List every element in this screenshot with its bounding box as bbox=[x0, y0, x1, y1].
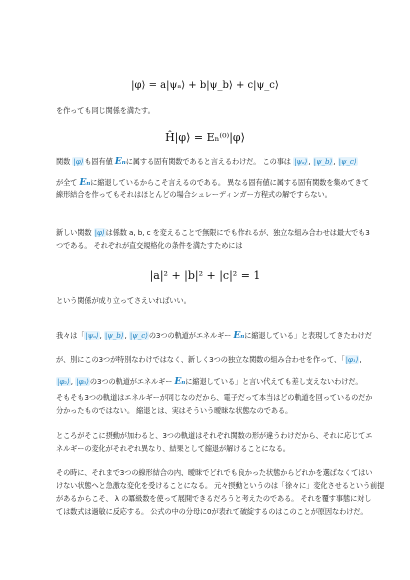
text-line: 分かったものではない。 縮退とは、実はそういう曖昧な状態なのである。 bbox=[56, 406, 293, 415]
text-line: という関係が成り立ってさえいればいい。 bbox=[56, 296, 191, 305]
psi-b-symbol: |ψ_b⟩ bbox=[313, 157, 333, 166]
phi1-symbol: |φ₁⟩ bbox=[345, 355, 359, 364]
superposition-equation: |φ⟩ = a|ψₐ⟩ + b|ψ_b⟩ + c|ψ_c⟩ bbox=[131, 80, 279, 91]
phi-symbol: |φ⟩ bbox=[94, 228, 105, 237]
energy-symbol: Eₙ bbox=[114, 157, 126, 167]
text-line: が全て Eₙに縮退しているからこそ言えるのである。 異なる固有値に属する固有関数を集めてきて bbox=[56, 178, 369, 188]
psi-b-symbol: |ψ_b⟩ bbox=[104, 331, 124, 340]
text-line: が、別にこの3つが特別なわけではなく、新しく3つの独立な関数の組み合わせを作って、「|φ₁⟩, bbox=[56, 355, 362, 364]
phi-symbol: |φ⟩ bbox=[73, 157, 84, 166]
text-line: そもそも3つの軌道はエネルギーが同じなのだから、電子だって本当はどの軌道を回っているのだか bbox=[56, 393, 373, 402]
text-line: |φ₂⟩, |φ₃⟩の3つの軌道がエネルギー Eₙに縮退している」と言い代えても差し支えないわけだ。 bbox=[57, 377, 363, 387]
text-line: ところがそこに摂動が加わると、3つの軌道はそれぞれ関数の形が違うわけだから、それに応じてエ bbox=[56, 431, 373, 440]
energy-symbol: Eₙ bbox=[79, 178, 91, 188]
text-line: つである。 それぞれが直交規格化の条件を満たすためには bbox=[56, 241, 243, 250]
energy-symbol: Eₙ bbox=[233, 331, 245, 341]
phi3-symbol: |φ₃⟩ bbox=[76, 377, 89, 386]
phi2-symbol: |φ₂⟩ bbox=[57, 377, 70, 386]
psi-a-symbol: |ψₐ⟩ bbox=[85, 331, 99, 340]
energy-symbol: Eₙ bbox=[174, 377, 186, 387]
eigenvalue-equation: Ĥ|φ⟩ = Eₙ⁽⁰⁾|φ⟩ bbox=[165, 131, 245, 144]
text-line: があるからこそ、 λ の冪級数を使って展開できるだろうと考えたのである。 それを覆す事態に対し bbox=[56, 494, 372, 503]
psi-c-symbol: |ψ_c⟩ bbox=[338, 157, 357, 166]
text-line: けない状態へと急激な変化を受けることになる。 元々摂動というのは「徐々に」変化させるという前提 bbox=[56, 481, 385, 490]
text-line: 関数 |φ⟩も固有値 Eₙに属する固有関数であると言えるわけだ。 この事は |ψₐ⟩, |ψ_b⟩, |ψ_c⟩ bbox=[56, 157, 357, 167]
text-line: その時に、それまで3つの線形結合の内、曖昧でどれでも良かった状態からどれかを選ばなくてはい bbox=[56, 468, 373, 477]
text-line: 線形結合を作ってもそれはほとんどの場合シュレーディンガー方程式の解ですらない。 bbox=[56, 190, 332, 199]
text-line: ては数式は過敏に反応する。 公式の中の分母に0が表れて破綻するのはこのことが原因なわけだ。 bbox=[56, 507, 368, 516]
psi-c-symbol: |ψ_c⟩ bbox=[129, 331, 148, 340]
text-line: 新しい関数 |φ⟩は係数 a, b, c を変えることで無限にでも作れるが、独立な組み合わせは最大でも3 bbox=[56, 228, 370, 237]
text-line: 我々は「|ψₐ⟩, |ψ_b⟩, |ψ_c⟩の3つの軌道がエネルギー Eₙに縮退している」と表現してきたわけだ bbox=[56, 331, 372, 341]
text-line: ネルギーの変化がそれぞれ異なり、結果として縮退が解けることになる。 bbox=[56, 444, 290, 453]
psi-a-symbol: |ψₐ⟩ bbox=[294, 157, 308, 166]
text-line: を作っても同じ関係を満たす。 bbox=[56, 106, 155, 115]
normalization-equation: |a|² + |b|² + |c|² = 1 bbox=[149, 269, 261, 282]
